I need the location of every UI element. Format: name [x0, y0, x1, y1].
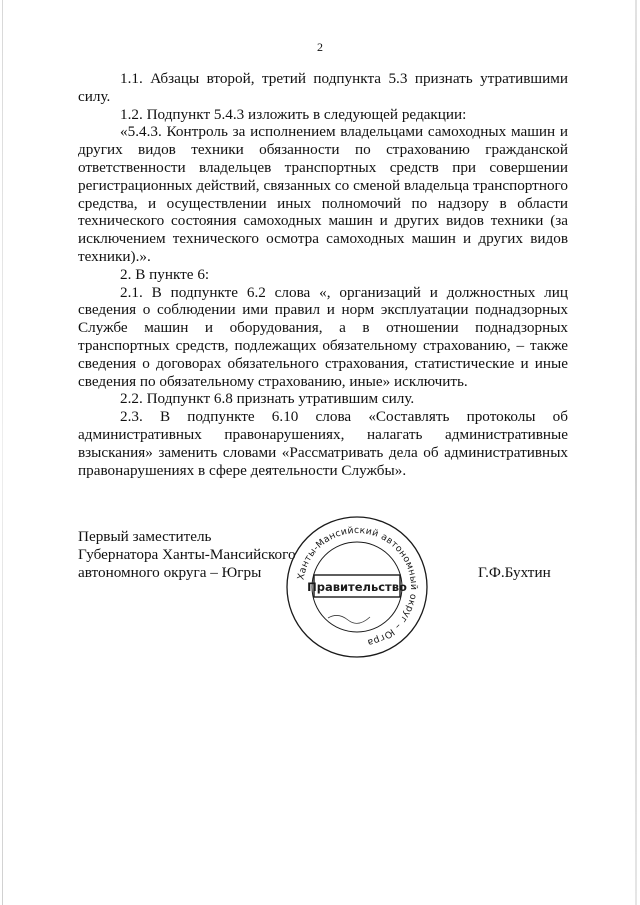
seal-center-text: Правительство: [307, 580, 407, 594]
paragraph-2: 2. В пункте 6:: [120, 265, 210, 283]
signatory-position-line: Губернатора Ханты-Мансийского: [78, 545, 296, 563]
paragraph-2-2: 2.2. Подпункт 6.8 признать утратившим силу.: [120, 390, 415, 408]
document-body: [78, 70, 568, 479]
paragraph-5-4-3-quote: «5.4.3. Контроль за исполнением владельцами самоходных машин и других видов техники обязанности по страхованию гражданской ответственности владельцев транспортных средств при совершении регистрационных действий, связанных со сменой владельца транспортного средства, и осуществлении иных полномочий по надзору в области технического состояния самоходных машин и других видов техники (за исключением технического осмотра самоходных машин и других видов техники).».: [78, 123, 568, 265]
signatory-position-line: автономного округа – Югры: [78, 563, 262, 581]
signatory-name: Г.Ф.Бухтин: [478, 564, 551, 581]
signatory-position-line: Первый заместитель: [78, 528, 212, 545]
scan-edge-left: [2, 0, 3, 905]
paragraph-2-3: 2.3. В подпункте 6.10 слова «Составлять протоколы об административных правонарушениях, налагать административные взыскания» заменить словами «Рассматривать дела об административных правонарушениях в сфере деятельности Службы».: [78, 408, 568, 479]
signatory-position: [78, 528, 296, 581]
seal-signature-scribble: [328, 615, 370, 623]
paragraph-2-1: 2.1. В подпункте 6.2 слова «, организаций и должностных лиц сведения о соблюдении ими правил и норм эксплуатации поднадзорных Службе машин и оборудования, а в отношении поднадзорных транспортных средств, подлежащих обязательному страхованию, – также сведения о договорах обязательного страхования, статистические и иные сведения по обязательному страхованию, иные» исключить.: [78, 283, 568, 390]
scan-edge-right: [635, 0, 637, 905]
page-number: 2: [317, 40, 323, 54]
official-seal: [284, 514, 430, 660]
paragraph-1-1: 1.1. Абзацы второй, третий подпункта 5.3 признать утратившими силу.: [78, 70, 568, 105]
paragraph-1-2: 1.2. Подпункт 5.4.3 изложить в следующей редакции:: [120, 105, 467, 123]
seal-ring-text: Ханты-Мансийский автономный округ – Югра: [295, 524, 420, 648]
